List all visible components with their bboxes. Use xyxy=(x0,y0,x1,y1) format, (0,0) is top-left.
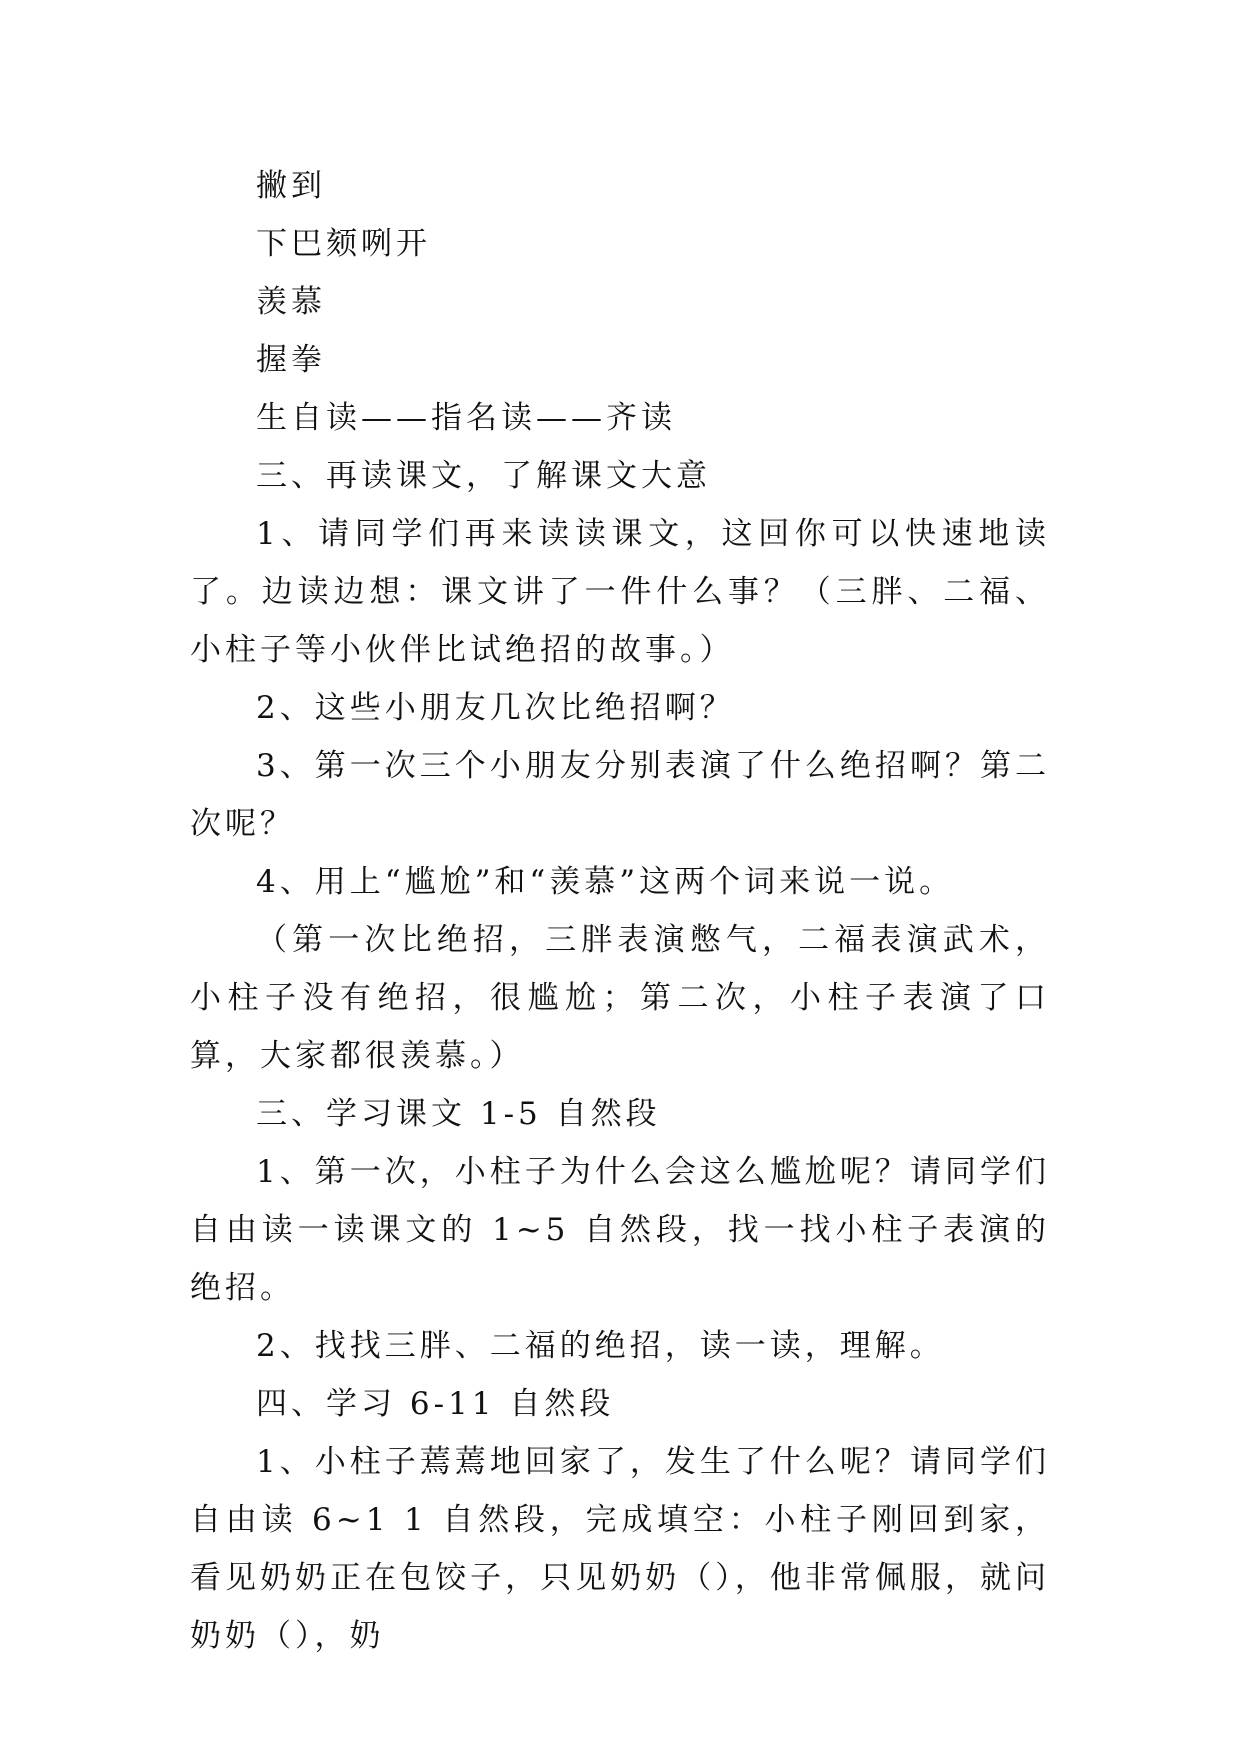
paragraph: 1、请同学们再来读读课文，这回你可以快速地读了。边读边想：课文讲了一件什么事？（三胖、二福、小柱子等小伙伴比试绝招的故事。） xyxy=(190,516,1050,668)
paragraph: 1、第一次，小柱子为什么会这么尴尬呢？请同学们自由读一读课文的 1~5 自然段，找一找小柱子表演的绝招。 xyxy=(190,1154,1050,1306)
vocab-word: 下巴颏咧开 xyxy=(256,226,431,262)
vocab-word: 撇到 xyxy=(256,168,326,204)
paragraph: 2、找找三胖、二福的绝招，读一读，理解。 xyxy=(256,1328,945,1364)
vocab-word: 羡慕 xyxy=(256,284,326,320)
vocab-word: 握拳 xyxy=(256,342,326,378)
paragraph: 1、小柱子蔫蔫地回家了，发生了什么呢？请同学们自由读 6~1 1 自然段，完成填空：小柱子刚回到家，看见奶奶正在包饺子，只见奶奶（），他非常佩服，就问奶奶（），奶 xyxy=(190,1444,1050,1654)
section-heading: 四、学习 6-11 自然段 xyxy=(256,1386,615,1422)
section-heading: 三、学习课文 1-5 自然段 xyxy=(256,1096,661,1132)
paragraph: （第一次比绝招，三胖表演憋气，二福表演武术，小柱子没有绝招，很尴尬；第二次，小柱子表演了口算，大家都很羡慕。） xyxy=(190,922,1050,1074)
paragraph: 3、第一次三个小朋友分别表演了什么绝招啊？第二次呢？ xyxy=(190,748,1050,842)
document-body xyxy=(190,157,1050,1665)
paragraph: 2、这些小朋友几次比绝招啊？ xyxy=(256,690,735,726)
section-heading: 三、再读课文，了解课文大意 xyxy=(256,458,711,494)
paragraph: 4、用上“尴尬”和“羡慕”这两个词来说一说。 xyxy=(256,864,955,900)
reading-instruction: 生自读——指名读——齐读 xyxy=(256,400,676,436)
